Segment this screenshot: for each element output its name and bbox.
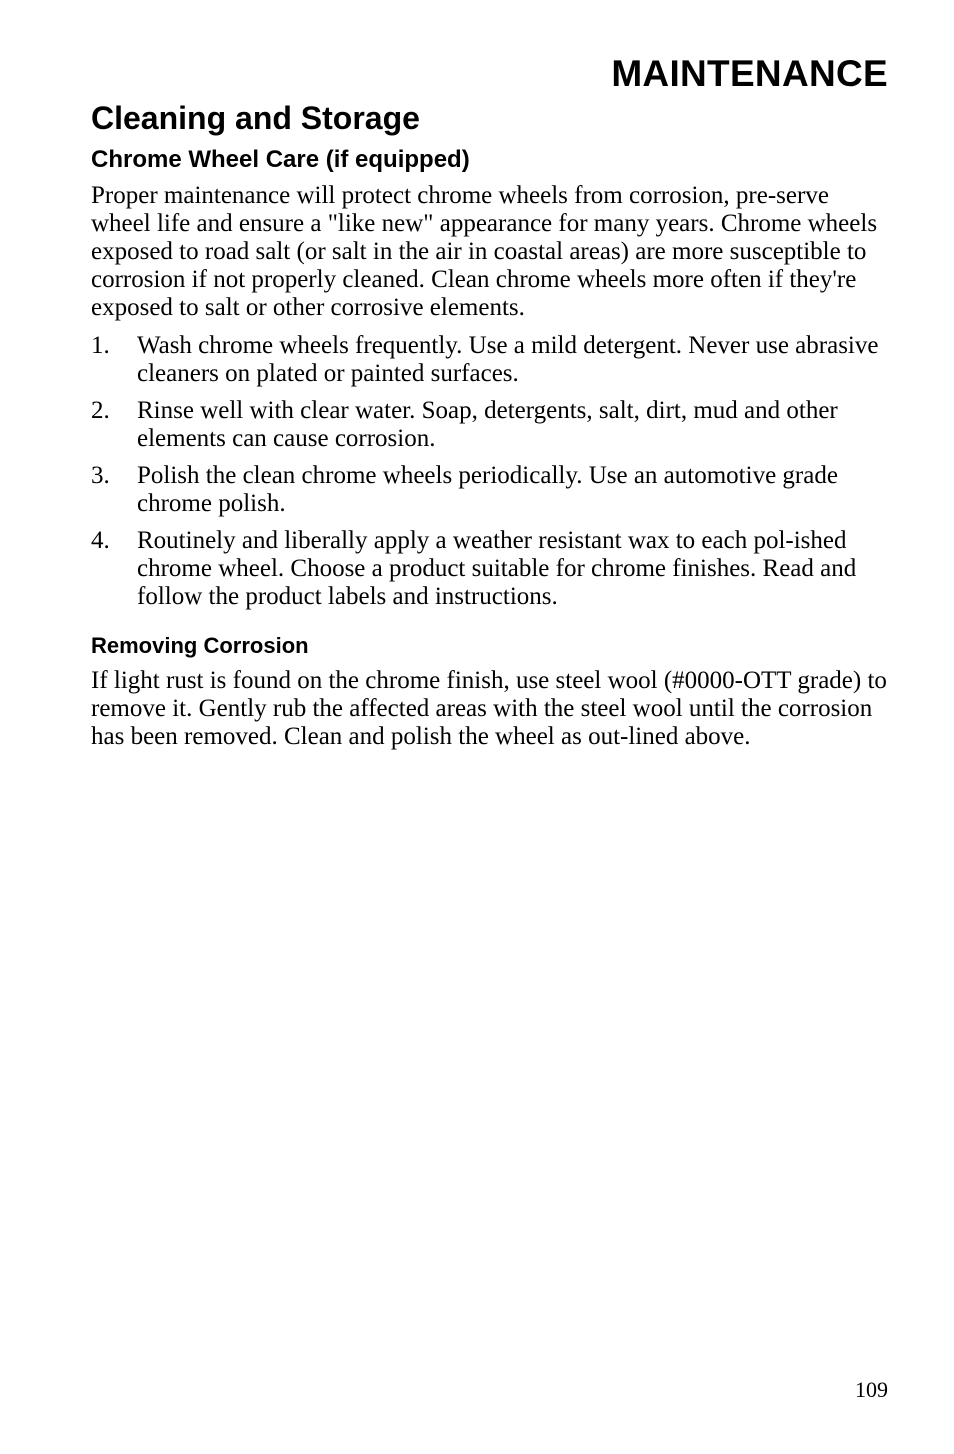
step-number: 1. (91, 332, 110, 359)
step-item (91, 397, 891, 453)
step-text: Routinely and liberally apply a weather resistant wax to each pol-ished chrome wheel. Choose a product suitable for chrome finishes. Read and follow the product labels and instructions. (137, 527, 857, 610)
step-number: 4. (91, 527, 110, 554)
step-number: 3. (91, 462, 110, 489)
page-number: 109 (855, 1377, 888, 1402)
step-item (91, 332, 891, 388)
page-content (91, 98, 891, 751)
chrome-wheel-care-intro: Proper maintenance will protect chrome wheels from corrosion, pre-serve wheel life and ensure a "like new" appearance for many years. Chrome wheels exposed to road salt (or salt in the air in coastal areas) are more susceptible to corrosion if not properly cleaned. Clean chrome wheels more often if they're exposed to salt or other corrosive elements. (91, 182, 878, 321)
chrome-wheel-care-heading: Chrome Wheel Care (if equipped) (91, 146, 470, 173)
removing-corrosion-text: If light rust is found on the chrome finish, use steel wool (#0000-OTT grade) to remove it. Gently rub the affected areas with the steel wool until the corrosion has been removed. Clean and polish the wheel as out-lined above. (91, 667, 887, 750)
section-title: Cleaning and Storage (91, 100, 420, 136)
step-text: Rinse well with clear water. Soap, detergents, salt, dirt, mud and other elements can cause corrosion. (137, 397, 838, 452)
step-text: Polish the clean chrome wheels periodically. Use an automotive grade chrome polish. (137, 462, 838, 517)
step-number: 2. (91, 397, 110, 424)
step-text: Wash chrome wheels frequently. Use a mild detergent. Never use abrasive cleaners on plated or painted surfaces. (137, 332, 879, 387)
chapter-title: MAINTENANCE (611, 53, 888, 94)
removing-corrosion-heading: Removing Corrosion (91, 633, 309, 658)
step-item (91, 462, 891, 518)
step-item (91, 527, 891, 611)
chrome-care-steps (91, 332, 891, 611)
